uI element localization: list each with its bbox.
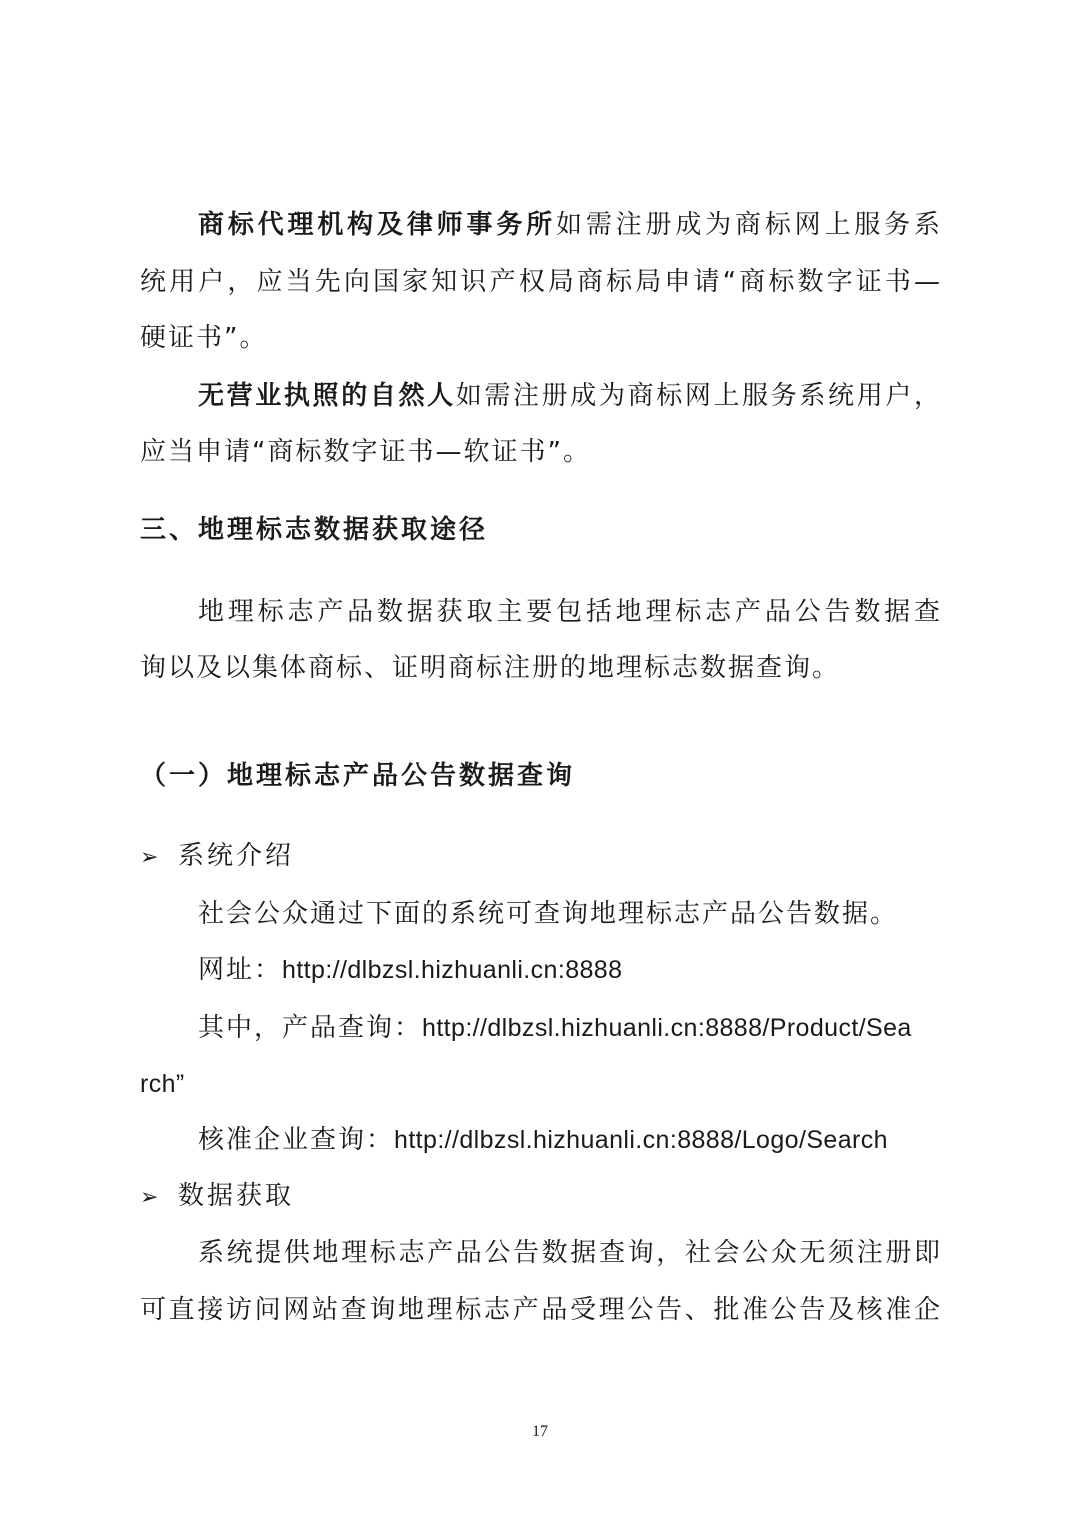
agency-paragraph-line-2: 统用户，应当先向国家知识产权局商标局申请“商标数字证书— (140, 267, 942, 297)
agency-line-1-rest: 如需注册成为商标网上服务系 (556, 210, 942, 240)
enterprise-query-url: http://dlbzsl.hizhuanli.cn:8888/Logo/Search (394, 1126, 888, 1154)
agency-lead-bold: 商标代理机构及律师事务所 (198, 210, 556, 240)
data-acquisition-title: 数据获取 (178, 1181, 295, 1211)
page-number: 17 (532, 1423, 548, 1440)
section-3-heading: 三、地理标志数据获取途径 (140, 515, 489, 545)
website-url: http://dlbzsl.hizhuanli.cn:8888 (282, 956, 623, 984)
system-intro-title: 系统介绍 (178, 841, 295, 871)
data-acquisition-bullet-item (140, 1176, 294, 1218)
agency-paragraph-line-3: 硬证书”。 (140, 323, 268, 353)
section-3-line-2: 询以及以集体商标、证明商标注册的地理标志数据查询。 (140, 653, 841, 683)
product-query-label: 其中，产品查询： (198, 1013, 423, 1043)
data-acquisition-line-1: 系统提供地理标志产品公告数据查询，社会公众无须注册即 (198, 1238, 942, 1268)
product-query-url-continued: rch” (140, 1070, 185, 1098)
arrow-bullet-icon: ➢ (140, 1185, 159, 1210)
system-intro-bullet-item (140, 836, 294, 878)
agency-paragraph-line-1 (198, 205, 942, 245)
natural-person-paragraph-line-2: 应当申请“商标数字证书—软证书”。 (140, 437, 591, 467)
natural-person-paragraph-line-1 (198, 376, 942, 416)
system-intro-text: 社会公众通过下面的系统可查询地理标志产品公告数据。 (198, 899, 899, 929)
website-line (198, 950, 942, 990)
enterprise-query-label: 核准企业查询： (198, 1125, 395, 1155)
subsection-1-heading: （一）地理标志产品公告数据查询 (140, 761, 576, 791)
section-3-line-1: 地理标志产品数据获取主要包括地理标志产品公告数据查 (198, 597, 942, 627)
natural-person-lead-bold: 无营业执照的自然人 (198, 381, 456, 411)
product-query-line (198, 1008, 942, 1048)
natural-person-line-1-rest: 如需注册成为商标网上服务系统用户， (455, 381, 942, 411)
arrow-bullet-icon: ➢ (140, 845, 159, 870)
enterprise-query-line (198, 1120, 942, 1160)
product-query-url: http://dlbzsl.hizhuanli.cn:8888/Product/Sea (422, 1014, 912, 1042)
data-acquisition-line-2: 可直接访问网站查询地理标志产品受理公告、批准公告及核准企 (140, 1295, 942, 1325)
website-label: 网址： (198, 955, 283, 985)
